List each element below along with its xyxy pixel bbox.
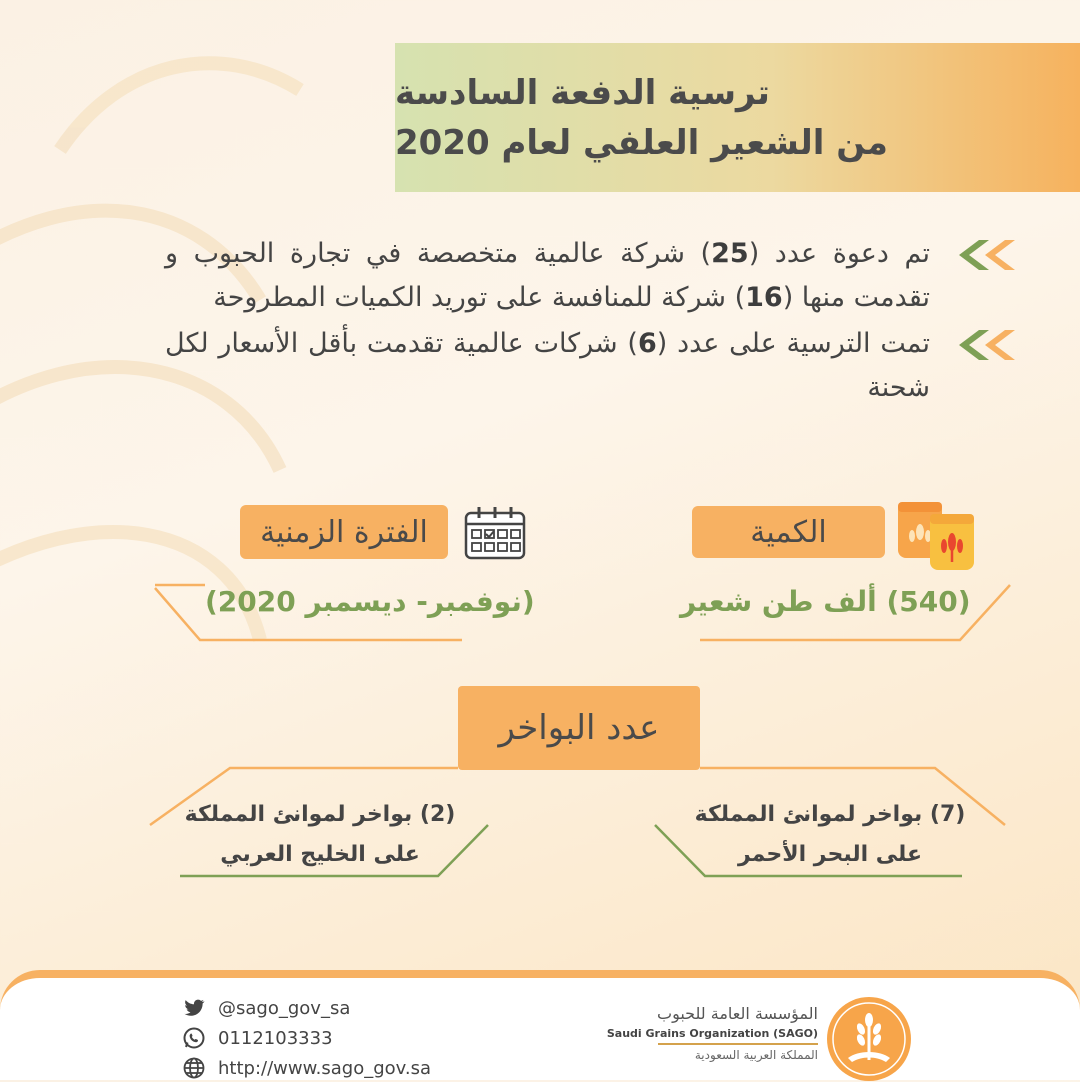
quantity-label-pill: الكمية xyxy=(692,506,885,558)
grain-bags-icon xyxy=(894,498,980,572)
gulf-line-1: (2) بواخر لموانئ المملكة xyxy=(184,802,456,827)
phone-number: 0112103333 xyxy=(218,1027,333,1049)
bullet-item-invited xyxy=(165,232,1015,320)
bullet-text xyxy=(165,322,930,410)
bullet-text-part: تم دعوة عدد ( xyxy=(748,238,930,269)
org-name-arabic: المؤسسة العامة للحبوب xyxy=(657,1004,818,1023)
globe-icon xyxy=(182,1056,206,1080)
gulf-line-2: على الخليج العربي xyxy=(220,842,420,867)
bullet-chevron-icon xyxy=(943,240,1015,270)
title-line-2: من الشعير العلفي لعام 2020 xyxy=(395,122,888,163)
bullet-list xyxy=(165,232,1015,412)
applicant-count: 16 xyxy=(745,282,783,313)
red-sea-line-1: (7) بواخر لموانئ المملكة xyxy=(694,802,966,827)
bullet-chevron-icon xyxy=(943,330,1015,360)
twitter-handle: @sago_gov_sa xyxy=(218,997,351,1019)
org-divider xyxy=(658,1043,818,1045)
period-label-pill: الفترة الزمنية xyxy=(240,505,448,559)
title-banner xyxy=(395,43,1080,192)
bullet-item-awarded xyxy=(165,322,1015,410)
footer xyxy=(0,970,1080,1080)
org-name-english: Saudi Grains Organization (SAGO) xyxy=(606,1027,818,1040)
website-url: http://www.sago_gov.sa xyxy=(218,1057,432,1079)
awarded-count: 6 xyxy=(637,328,657,359)
bullet-text-part: ) شركة للمنافسة على توريد الكميات المطروحة xyxy=(213,282,746,313)
calendar-icon xyxy=(463,505,527,561)
bullet-text-part: ) شركة عالمية متخصصة في تجارة الحبوب و تقدمت منها ( xyxy=(165,238,930,313)
red-sea-line-2: على البحر الأحمر xyxy=(737,842,923,867)
title-line-1: ترسية الدفعة السادسة xyxy=(395,72,770,113)
gulf-vessels xyxy=(175,795,465,875)
whatsapp-icon xyxy=(182,1026,206,1050)
invited-count: 25 xyxy=(711,238,749,269)
phone-contact[interactable] xyxy=(182,1026,333,1050)
twitter-contact[interactable] xyxy=(182,996,350,1020)
bullet-text-part: ) شركات عالمية تقدمت بأقل الأسعار لكل شحنة xyxy=(165,328,930,403)
red-sea-vessels xyxy=(690,795,970,875)
bullet-text-part: تمت الترسية على عدد ( xyxy=(656,328,930,359)
twitter-icon xyxy=(182,996,206,1020)
vessels-label-pill: عدد البواخر xyxy=(458,686,700,770)
quantity-value: (540) ألف طن شعير xyxy=(680,585,971,618)
bullet-text xyxy=(165,232,930,320)
org-country: المملكة العربية السعودية xyxy=(694,1048,818,1062)
sago-logo xyxy=(826,996,912,1082)
website-contact[interactable] xyxy=(182,1056,431,1080)
organization-name xyxy=(607,1004,818,1062)
period-value: (نوفمبر- ديسمبر 2020) xyxy=(205,585,535,618)
